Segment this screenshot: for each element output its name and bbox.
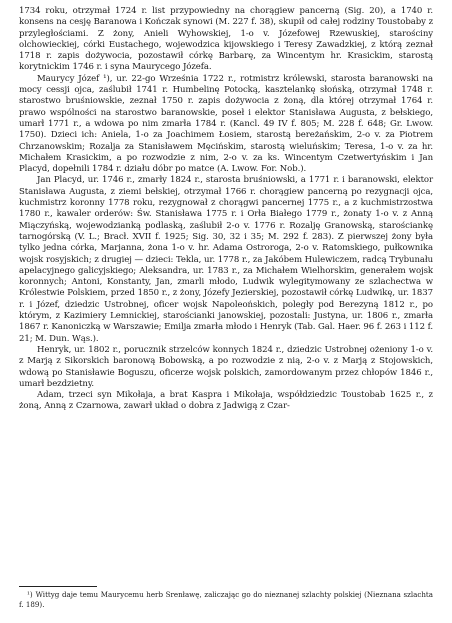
footnote [19,590,433,609]
body-text [19,6,433,413]
footnote-divider [19,586,97,587]
paragraph-jan-placyd: Jan Placyd, ur. 1746 r., zmarły 1824 r., starosta bruśniowski, a 1771 r. i baranowski, elektor Stanisława Augusta, z ziemi bełskiej, otrzymał 1766 r. chorągiew pancerną po rezygnacji ojca, kuchmistrz koronny 1778 roku, rezygnował z chorągwi pancernej 1775 r., a z kuchmistrzostwa 1780 r., kawaler orderów: Św. Stanisława 1775 r. i Orła Białego 1779 r., żonaty 1-o v. z Anną Miączyńską, wojewodzianką podlaską, zaślubił 2-o v. 1776 r. Rozalję Granowską, starościankę tarnogórską (V. L.; Bracł. XVII f. 1925; Sig. 30, 32 i 35; M. 292 f. 283). Z pierwszej żony była tylko jedna córka, Marjanna, żona 1-o v. hr. Adama Ostroroga, 2-o v. Ratomskiego, pułkownika wojsk rosyjskich; z drugiej — dzieci: Tekla, ur. 1778 r., za Jakóbem Hulewiczem, radcą Trybunału apelacyjnego galicyjskiego; Aleksandra, ur. 1783 r., za Michałem Wielhorskim, generałem wojsk koronnych; Antoni, Konstanty, Jan, zmarli młodo, Ludwik wylegitymowany ze szlachectwa w Królestwie Polskiem, przed 1850 r., z żony, Józefy Jezierskiej, pozostawił córkę Ludwikę, ur. 1837 r. i Józef, dziedzic Ustrobnej, oficer wojsk Napoleońskich, poległy pod Berezyną 1812 r., po którym, z Kazimiery Lemnickiej, starościanki janowskiej, pozostali: Justyna, ur. 1806 r., zmarła 1867 r. Kanoniczką w Warszawie; Emilja zmarła młodo i Henryk (Tab. Gal. Haer. 96 f. 263 i 112 f. 21; M. Dun. Wąs.). [19,175,433,344]
footnote-mark: ¹) [27,590,33,599]
paragraph-maurycy-jozef: Maurycy Józef ¹), ur. 22-go Września 1722 r., rotmistrz królewski, starosta baranowski na mocy cessji ojca, zaślubił 1741 r. Humbelinę Potocką, kasztelankę słońską, otrzymał 1748 r. starostwo bruśniowskie, zeznał 1750 r. zapis dożywocia z żoną, dla której otrzymał 1764 r. prawo wspólności na starostwo baranowskie, poseł i elektor Stanisława Augusta, z bełskiego, umarł 1771 r., a wdowa po nim zmarła 1784 r. (Kancl. 49 IV f. 805; M. 228 f. 648; Gr. Lwow. 1750). Dzieci ich: Aniela, 1-o za Joachimem Łosiem, starostą bereżańskim, 2-o v. za Piotrem Chrzanowskim; Rozalja za Stanisławem Męcińskim, starostą wieluńskim; Teresa, 1-o v. za hr. Michałem Krasickim, a po rozwodzie z nim, 2-o v. za ks. Wincentym Czetwertyńskim i Jan Placyd, dopełnili 1784 r. działu dóbr po matce (A. Lwow. For. Nob.). [19,73,433,175]
paragraph-adam: Adam, trzeci syn Mikołaja, a brat Kaspra i Mikołaja, współdziedzic Toustobab 1625 r., z żoną, Anną z Czarnowa, zawarł układ o dobra z Jadwigą z Czar- [19,390,433,412]
paragraph-henryk: Henryk, ur. 1802 r., porucznik strzelców konnych 1824 r., dziedzic Ustrobnej ożeniony 1-o v. z Marją z Sikorskich baronową Bobowską, a po rozwodzie z nią, 2-o v. z Marją z Stojowskich, wdową po Stanisławie Boguszu, oficerze wojsk polskich, zamordowanym przez chłopów 1846 r., umarł bezdzietny. [19,344,433,389]
footnote-text: Wittyg daje temu Maurycemu herb Srenławę, zaliczając go do nieznanej szlachty polskiej (Nieznana szlachta f. 189). [19,590,433,609]
paragraph-continuation: 1734 roku, otrzymał 1724 r. list przypowiedny na chorągiew pancerną (Sig. 20), a 1740 r. konsens na cesję Baranowa i Kończak synowi (M. 227 f. 38), skupił od całej rodziny Toustobaby z przyległościami. Z żony, Anieli Wyhowskiej, 1-o v. Józefowej Rzewuskiej, starościny olchowieckiej, córki Eustachego, wojewodzica kijowskiego i Teresy Zawadzkiej, z którą zeznał 1718 r. zapis dożywocia, pozostawił córkę Barbarę, za Wincentym hr. Krasickim, starostą korytnickim 1746 r. i syna Maurycego Józefa. [19,6,433,73]
